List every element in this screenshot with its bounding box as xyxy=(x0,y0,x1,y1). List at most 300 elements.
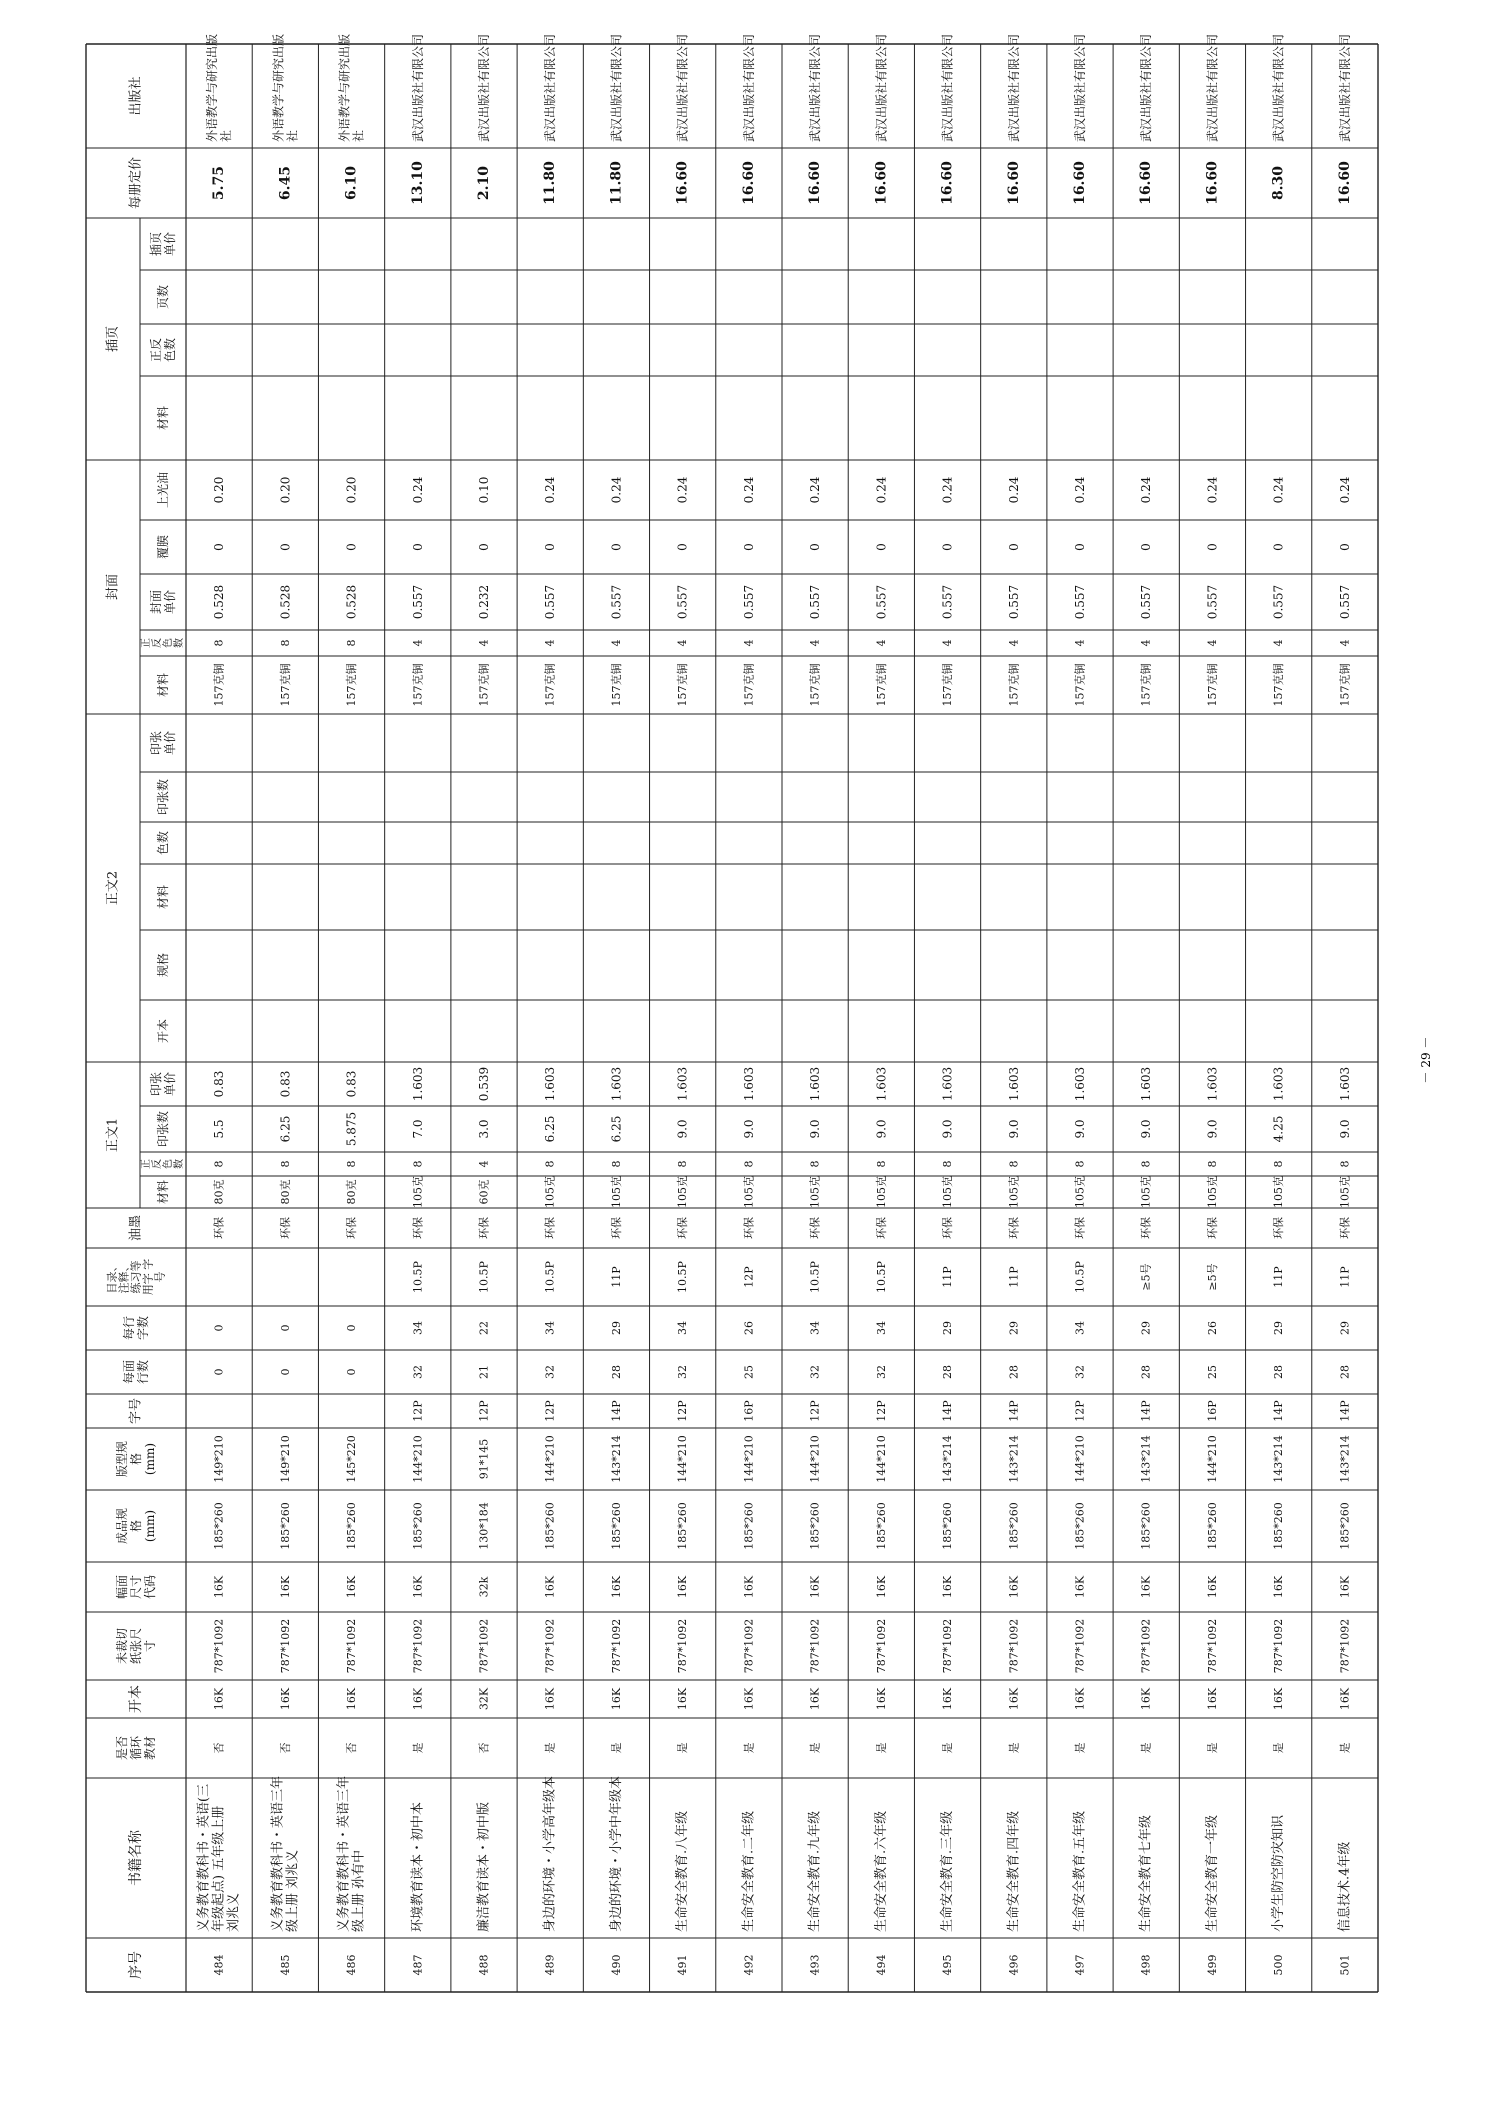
cell-layout: 149*210 xyxy=(212,1435,226,1483)
cell-finished: 185*260 xyxy=(808,1502,822,1550)
cell-cover-varnish: 0.20 xyxy=(344,476,359,504)
cell-chars: 0 xyxy=(278,1324,292,1332)
cell-chars: 34 xyxy=(543,1321,557,1335)
cell-note-font: 11P xyxy=(1272,1266,1286,1288)
cell-b1-colors: 8 xyxy=(1272,1160,1286,1168)
header-b2-price: 单价 xyxy=(163,730,177,756)
cell-lines: 0 xyxy=(212,1368,226,1376)
cell-code: 16K xyxy=(1272,1575,1286,1599)
cell-finished: 185*260 xyxy=(941,1502,955,1550)
cell-code: 16K xyxy=(543,1575,557,1599)
cell-format: 16K xyxy=(1139,1687,1153,1711)
header-cover-price: 单价 xyxy=(163,589,177,615)
cell-price: 16.60 xyxy=(1005,161,1022,205)
cell-lines: 28 xyxy=(1272,1365,1286,1379)
cell-format: 32K xyxy=(477,1687,491,1711)
cell-code: 16K xyxy=(742,1575,756,1599)
cell-cover-price: 0.557 xyxy=(741,584,756,620)
cell-format: 16K xyxy=(1272,1687,1286,1711)
header-b1-colors: 正 xyxy=(141,1159,152,1169)
cell-note-font: 11P xyxy=(1007,1266,1021,1288)
cell-book-name: 生命安全教育.九年级 xyxy=(807,1810,823,1932)
cell-finished: 185*260 xyxy=(345,1502,359,1550)
cell-cover-varnish: 0.24 xyxy=(1271,476,1286,504)
cell-cover-colors: 4 xyxy=(1205,639,1219,647)
cell-cover-material: 157克铜 xyxy=(941,663,955,707)
cell-recycle: 是 xyxy=(808,1742,822,1754)
cell-publisher: 武汉出版社有限公司 xyxy=(675,33,690,142)
cell-code: 16K xyxy=(411,1575,425,1599)
cell-recycle: 是 xyxy=(941,1742,955,1754)
cell-note-font: 10.5P xyxy=(411,1261,425,1293)
cell-format: 16K xyxy=(543,1687,557,1711)
cell-cover-price: 0.557 xyxy=(675,584,690,620)
table-row xyxy=(542,34,559,1976)
cell-price: 16.60 xyxy=(1204,161,1221,205)
cell-book-name: 刘兆义 xyxy=(226,1892,242,1932)
cell-finished: 185*260 xyxy=(676,1502,690,1550)
cell-cover-material: 157克铜 xyxy=(808,663,822,707)
cell-font: 14P xyxy=(1338,1400,1352,1422)
cell-layout: 144*210 xyxy=(1205,1435,1219,1483)
header-b2-material: 材料 xyxy=(156,884,170,910)
cell-recycle: 是 xyxy=(1338,1742,1352,1754)
cell-paper: 787*1092 xyxy=(345,1618,359,1674)
cell-chars: 34 xyxy=(1073,1321,1087,1335)
cell-seq: 490 xyxy=(609,1954,623,1976)
cell-b1-price: 0.539 xyxy=(477,1066,491,1102)
cell-finished: 185*260 xyxy=(278,1502,292,1550)
cell-seq: 489 xyxy=(543,1954,557,1976)
cell-code: 16K xyxy=(808,1575,822,1599)
cell-lines: 32 xyxy=(543,1365,557,1379)
cell-b1-price: 1.603 xyxy=(874,1066,889,1102)
cell-publisher: 武汉出版社有限公司 xyxy=(1139,33,1154,142)
cell-publisher: 武汉出版社有限公司 xyxy=(874,33,889,142)
cell-recycle: 否 xyxy=(477,1742,491,1754)
cell-b1-colors: 8 xyxy=(742,1160,756,1168)
cell-seq: 492 xyxy=(742,1954,756,1976)
cell-cover-varnish: 0.24 xyxy=(675,476,690,504)
cell-finished: 185*260 xyxy=(1338,1502,1352,1550)
cell-code: 16K xyxy=(874,1575,888,1599)
cell-b1-material: 105克 xyxy=(543,1176,557,1208)
cell-ink: 环保 xyxy=(808,1217,822,1239)
cell-b1-colors: 8 xyxy=(345,1160,359,1168)
table-row xyxy=(1072,34,1089,1976)
cell-publisher: 武汉出版社有限公司 xyxy=(410,33,425,142)
cell-book-name: 级上册 孙有中 xyxy=(351,1849,367,1932)
cell-book-name: 级上册 刘兆义 xyxy=(285,1849,301,1932)
cell-layout: 145*220 xyxy=(345,1435,359,1483)
cell-seq: 497 xyxy=(1073,1954,1087,1976)
cell-format: 16K xyxy=(1007,1687,1021,1711)
cell-cover-material: 157克铜 xyxy=(1272,663,1286,707)
cell-b1-price: 1.603 xyxy=(1205,1066,1220,1102)
cell-book-name: 年级起点) 五年级上册 xyxy=(211,1805,227,1932)
cell-b1-material: 105克 xyxy=(609,1176,623,1208)
cell-paper: 787*1092 xyxy=(1205,1618,1219,1674)
cell-publisher: 武汉出版社有限公司 xyxy=(1271,33,1286,142)
cell-b1-sheets: 4.25 xyxy=(1271,1115,1286,1143)
cell-b1-material: 105克 xyxy=(676,1176,690,1208)
cell-cover-material: 157克铜 xyxy=(278,663,292,707)
cell-book-name: 生命安全教育.八年级 xyxy=(675,1810,691,1932)
cell-cover-film: 0 xyxy=(1271,543,1286,551)
cell-format: 16K xyxy=(1338,1687,1352,1711)
cell-book-name: 生命安全教育.六年级 xyxy=(873,1810,889,1932)
cell-book-name: 义务教育教科书・英语三年 xyxy=(336,1775,352,1932)
cell-font: 12P xyxy=(477,1400,491,1422)
header-font: 字号 xyxy=(128,1397,144,1425)
cell-b1-material: 105克 xyxy=(742,1176,756,1208)
cell-cover-material: 157克铜 xyxy=(1338,663,1352,707)
header-paper: 纸张尺 xyxy=(129,1627,143,1665)
header-insert: 插页 xyxy=(105,325,121,353)
cell-note-font: 11P xyxy=(941,1266,955,1288)
cell-lines: 28 xyxy=(1338,1365,1352,1379)
header-b2-format: 开本 xyxy=(156,1018,170,1044)
header-cover-varnish: 上光油 xyxy=(156,471,170,509)
cell-cover-price: 0.528 xyxy=(344,584,359,620)
header-cover: 封面 xyxy=(105,573,121,601)
cell-note-font: 11P xyxy=(609,1266,623,1288)
cell-cover-film: 0 xyxy=(1139,543,1154,551)
cell-recycle: 是 xyxy=(874,1742,888,1754)
cell-cover-colors: 4 xyxy=(1073,639,1087,647)
cell-b1-price: 1.603 xyxy=(741,1066,756,1102)
cell-cover-price: 0.557 xyxy=(874,584,889,620)
cell-lines: 28 xyxy=(941,1365,955,1379)
table-row xyxy=(409,34,426,1976)
cell-b1-sheets: 6.25 xyxy=(609,1115,624,1143)
cell-chars: 34 xyxy=(676,1321,690,1335)
cell-format: 16K xyxy=(676,1687,690,1711)
cell-cover-film: 0 xyxy=(1006,543,1021,551)
header-b1-material: 材料 xyxy=(156,1179,170,1205)
cell-cover-film: 0 xyxy=(940,543,955,551)
cell-price: 5.75 xyxy=(211,165,228,201)
header-b1-sheets: 印张数 xyxy=(156,1110,170,1148)
cell-finished: 185*260 xyxy=(1007,1502,1021,1550)
cell-cover-varnish: 0.24 xyxy=(1006,476,1021,504)
cell-b1-sheets: 7.0 xyxy=(410,1119,425,1139)
cell-b1-price: 1.603 xyxy=(543,1066,558,1102)
cell-b1-price: 1.603 xyxy=(1337,1066,1352,1102)
cell-layout: 143*214 xyxy=(1139,1435,1153,1483)
cell-b1-price: 1.603 xyxy=(808,1066,823,1102)
header-cover-colors: 反 xyxy=(152,638,163,648)
cell-cover-material: 157克铜 xyxy=(676,663,690,707)
cell-b1-colors: 8 xyxy=(411,1160,425,1168)
cell-cover-film: 0 xyxy=(344,543,359,551)
cell-book-name: 生命安全教育七年级 xyxy=(1138,1814,1154,1932)
cell-cover-colors: 8 xyxy=(345,639,359,647)
cell-cover-material: 157克铜 xyxy=(874,663,888,707)
cell-paper: 787*1092 xyxy=(676,1618,690,1674)
cell-b1-sheets: 5.5 xyxy=(212,1119,227,1139)
cell-font: 12P xyxy=(1073,1400,1087,1422)
header-insert-material: 材料 xyxy=(156,405,170,431)
cell-ink: 环保 xyxy=(477,1217,491,1239)
cell-book-name: 生命安全教育.四年级 xyxy=(1006,1810,1022,1932)
cell-font: 14P xyxy=(609,1400,623,1422)
cell-price: 16.60 xyxy=(807,161,824,205)
cell-recycle: 是 xyxy=(609,1742,623,1754)
table-row xyxy=(336,34,367,1976)
cell-finished: 185*260 xyxy=(1073,1502,1087,1550)
cell-recycle: 否 xyxy=(212,1742,226,1754)
table-row xyxy=(1204,34,1221,1976)
cell-publisher: 社 xyxy=(285,129,300,142)
cell-publisher: 武汉出版社有限公司 xyxy=(808,33,823,142)
cell-b1-sheets: 9.0 xyxy=(1006,1119,1021,1139)
cell-b1-price: 1.603 xyxy=(1073,1066,1087,1102)
cell-seq: 484 xyxy=(212,1954,226,1976)
cell-cover-film: 0 xyxy=(410,543,425,551)
cell-note-font: ≥5号 xyxy=(1139,1263,1153,1291)
cell-recycle: 是 xyxy=(411,1742,425,1754)
header-seq: 序号 xyxy=(128,1951,144,1979)
cell-note-font: 10.5P xyxy=(477,1261,491,1293)
cell-b1-colors: 8 xyxy=(212,1160,226,1168)
cell-publisher: 武汉出版社有限公司 xyxy=(1205,33,1220,142)
cell-format: 16K xyxy=(808,1687,822,1711)
cell-cover-varnish: 0.24 xyxy=(543,476,558,504)
cell-lines: 0 xyxy=(278,1368,292,1376)
header-code: 尺寸 xyxy=(129,1574,143,1600)
cell-seq: 494 xyxy=(874,1954,888,1976)
header-book-name: 书籍名称 xyxy=(128,1830,144,1886)
cell-chars: 29 xyxy=(609,1321,623,1335)
cell-price: 11.80 xyxy=(542,161,559,205)
cell-ink: 环保 xyxy=(212,1217,226,1239)
table-row xyxy=(807,34,824,1976)
cell-b1-material: 80克 xyxy=(278,1179,292,1205)
table-row xyxy=(608,34,625,1976)
cell-format: 16K xyxy=(345,1687,359,1711)
header-price: 每册定价 xyxy=(128,156,144,210)
table-row xyxy=(1138,34,1155,1976)
header-b1-price: 印张 xyxy=(149,1071,163,1097)
cell-b1-price: 1.603 xyxy=(410,1066,425,1102)
cell-b1-sheets: 9.0 xyxy=(675,1119,690,1139)
cell-b1-material: 105克 xyxy=(1139,1176,1153,1208)
cell-b1-material: 60克 xyxy=(477,1179,491,1205)
cell-layout: 144*210 xyxy=(676,1435,690,1483)
cell-paper: 787*1092 xyxy=(609,1618,623,1674)
cell-publisher: 武汉出版社有限公司 xyxy=(609,33,624,142)
cell-finished: 185*260 xyxy=(411,1502,425,1550)
cell-format: 16K xyxy=(1205,1687,1219,1711)
cell-chars: 29 xyxy=(1139,1321,1153,1335)
cell-cover-material: 157克铜 xyxy=(742,663,756,707)
cell-code: 16K xyxy=(1338,1575,1352,1599)
cell-font: 12P xyxy=(411,1400,425,1422)
cell-b1-sheets: 9.0 xyxy=(1139,1119,1154,1139)
cell-b1-sheets: 6.25 xyxy=(543,1115,558,1143)
header-insert-price: 单价 xyxy=(163,231,177,257)
cell-b1-colors: 8 xyxy=(278,1160,292,1168)
header-finished: (mm) xyxy=(143,1509,157,1543)
cell-recycle: 是 xyxy=(1205,1742,1219,1754)
cell-cover-colors: 4 xyxy=(742,639,756,647)
cell-note-font: 10.5P xyxy=(543,1261,557,1293)
cell-cover-film: 0 xyxy=(808,543,823,551)
cell-b1-material: 105克 xyxy=(1073,1176,1087,1208)
cell-lines: 32 xyxy=(874,1365,888,1379)
cell-book-name: 环境教育读本・初中本 xyxy=(410,1801,426,1932)
cell-publisher: 社 xyxy=(351,129,366,142)
header-format: 开本 xyxy=(128,1685,144,1713)
header-cover-material: 材料 xyxy=(156,672,170,698)
header-recycle: 是否 xyxy=(115,1735,129,1761)
cell-cover-price: 0.557 xyxy=(1205,584,1220,620)
cell-b1-colors: 8 xyxy=(874,1160,888,1168)
cell-chars: 22 xyxy=(477,1321,491,1335)
header-finished: 成品规 xyxy=(115,1507,129,1545)
cell-cover-material: 157克铜 xyxy=(543,663,557,707)
cell-cover-varnish: 0.24 xyxy=(1337,476,1352,504)
cell-price: 11.80 xyxy=(608,161,625,205)
cell-cover-material: 157克铜 xyxy=(1139,663,1153,707)
header-finished: 格 xyxy=(129,1519,143,1533)
cell-recycle: 是 xyxy=(1272,1742,1286,1754)
cell-seq: 496 xyxy=(1007,1954,1021,1976)
cell-layout: 144*210 xyxy=(411,1435,425,1483)
cell-book-name: 生命安全教育.三年级 xyxy=(940,1810,956,1932)
header-publisher: 出版社 xyxy=(128,76,144,116)
cell-ink: 环保 xyxy=(1007,1217,1021,1239)
cell-publisher: 社 xyxy=(219,129,234,142)
cell-lines: 21 xyxy=(477,1365,491,1379)
cell-cover-film: 0 xyxy=(278,543,293,551)
cell-price: 16.60 xyxy=(740,161,757,205)
cell-publisher: 外语教学与研究出版 xyxy=(271,33,286,142)
cell-cover-film: 0 xyxy=(874,543,889,551)
cell-ink: 环保 xyxy=(543,1217,557,1239)
header-lines: 每面 xyxy=(122,1359,136,1385)
header-insert-pages: 页数 xyxy=(156,284,170,310)
cell-b1-price: 1.603 xyxy=(675,1066,690,1102)
cell-cover-price: 0.557 xyxy=(543,584,558,620)
cell-paper: 787*1092 xyxy=(1007,1618,1021,1674)
cell-cover-film: 0 xyxy=(212,543,227,551)
cell-b1-colors: 8 xyxy=(676,1160,690,1168)
cell-ink: 环保 xyxy=(1272,1217,1286,1239)
cell-price: 16.60 xyxy=(1336,161,1353,205)
cell-recycle: 否 xyxy=(278,1742,292,1754)
cell-b1-sheets: 5.875 xyxy=(344,1111,359,1147)
cell-b1-material: 80克 xyxy=(212,1179,226,1205)
cell-b1-sheets: 9.0 xyxy=(808,1119,823,1139)
cell-chars: 29 xyxy=(1338,1321,1352,1335)
cell-font: 14P xyxy=(1007,1400,1021,1422)
header-b1-price: 单价 xyxy=(163,1071,177,1097)
cell-code: 16K xyxy=(609,1575,623,1599)
cell-font: 14P xyxy=(1139,1400,1153,1422)
cell-b1-material: 105克 xyxy=(1272,1176,1286,1208)
cell-ink: 环保 xyxy=(1139,1217,1153,1239)
cell-b1-colors: 8 xyxy=(1205,1160,1219,1168)
cell-finished: 185*260 xyxy=(874,1502,888,1550)
cell-cover-material: 157克铜 xyxy=(609,663,623,707)
cell-layout: 143*214 xyxy=(609,1435,623,1483)
cell-paper: 787*1092 xyxy=(477,1618,491,1674)
header-insert-price: 插页 xyxy=(149,231,163,257)
cell-b1-material: 105克 xyxy=(808,1176,822,1208)
cell-lines: 25 xyxy=(742,1365,756,1379)
cell-recycle: 是 xyxy=(1007,1742,1021,1754)
cell-cover-colors: 4 xyxy=(808,639,822,647)
cell-layout: 149*210 xyxy=(278,1435,292,1483)
cell-note-font: ≥5号 xyxy=(1205,1263,1219,1291)
cell-paper: 787*1092 xyxy=(278,1618,292,1674)
header-cover-colors: 正 xyxy=(141,638,152,648)
cell-book-name: 身边的环境・小学中年级本 xyxy=(608,1775,624,1932)
cell-note-font: 12P xyxy=(742,1266,756,1288)
cell-note-font: 10.5P xyxy=(874,1261,888,1293)
cell-ink: 环保 xyxy=(345,1217,359,1239)
cell-finished: 185*260 xyxy=(212,1502,226,1550)
cell-seq: 485 xyxy=(278,1954,292,1976)
cell-cover-film: 0 xyxy=(1337,543,1352,551)
cell-b1-colors: 8 xyxy=(1139,1160,1153,1168)
cell-cover-varnish: 0.24 xyxy=(874,476,889,504)
cell-seq: 486 xyxy=(345,1954,359,1976)
cell-cover-colors: 4 xyxy=(543,639,557,647)
cell-cover-colors: 4 xyxy=(941,639,955,647)
cell-paper: 787*1092 xyxy=(543,1618,557,1674)
table-row xyxy=(1270,34,1287,1976)
table-row xyxy=(269,34,300,1976)
cell-b1-material: 105克 xyxy=(1007,1176,1021,1208)
cell-finished: 185*260 xyxy=(742,1502,756,1550)
cell-note-font: 10.5P xyxy=(676,1261,690,1293)
cell-format: 16K xyxy=(609,1687,623,1711)
cell-layout: 143*214 xyxy=(1338,1435,1352,1483)
cell-cover-material: 157克铜 xyxy=(1073,663,1087,707)
cell-cover-film: 0 xyxy=(741,543,756,551)
cell-cover-varnish: 0.20 xyxy=(212,476,227,504)
header-b1-colors: 色 xyxy=(163,1159,174,1169)
table-row xyxy=(674,34,691,1976)
cell-publisher: 武汉出版社有限公司 xyxy=(1337,33,1352,142)
cell-finished: 185*260 xyxy=(609,1502,623,1550)
cell-b1-colors: 8 xyxy=(1338,1160,1352,1168)
cell-b1-material: 105克 xyxy=(411,1176,425,1208)
cell-price: 6.45 xyxy=(277,165,294,201)
header-paper: 寸 xyxy=(143,1639,157,1653)
cell-book-name: 生命安全教育一年级 xyxy=(1204,1814,1220,1932)
cell-chars: 0 xyxy=(212,1324,226,1332)
cell-paper: 787*1092 xyxy=(1073,1618,1087,1674)
cell-cover-varnish: 0.24 xyxy=(609,476,624,504)
header-body2: 正文2 xyxy=(105,870,121,906)
cell-finished: 185*260 xyxy=(1205,1502,1219,1550)
cell-book-name: 义务教育教科书・英语三年 xyxy=(270,1775,286,1932)
cell-b1-material: 105克 xyxy=(874,1176,888,1208)
cell-book-name: 小学生防空防灾知识 xyxy=(1271,1814,1287,1932)
header-body1: 正文1 xyxy=(105,1117,121,1153)
cell-b1-price: 1.603 xyxy=(1139,1066,1154,1102)
header-layout: 格 xyxy=(129,1452,143,1466)
cell-cover-price: 0.557 xyxy=(1006,584,1021,620)
cell-layout: 143*214 xyxy=(1007,1435,1021,1483)
header-note-font: 用字 字 xyxy=(141,1258,155,1296)
cell-b1-colors: 8 xyxy=(1007,1160,1021,1168)
cell-lines: 32 xyxy=(1073,1365,1087,1379)
